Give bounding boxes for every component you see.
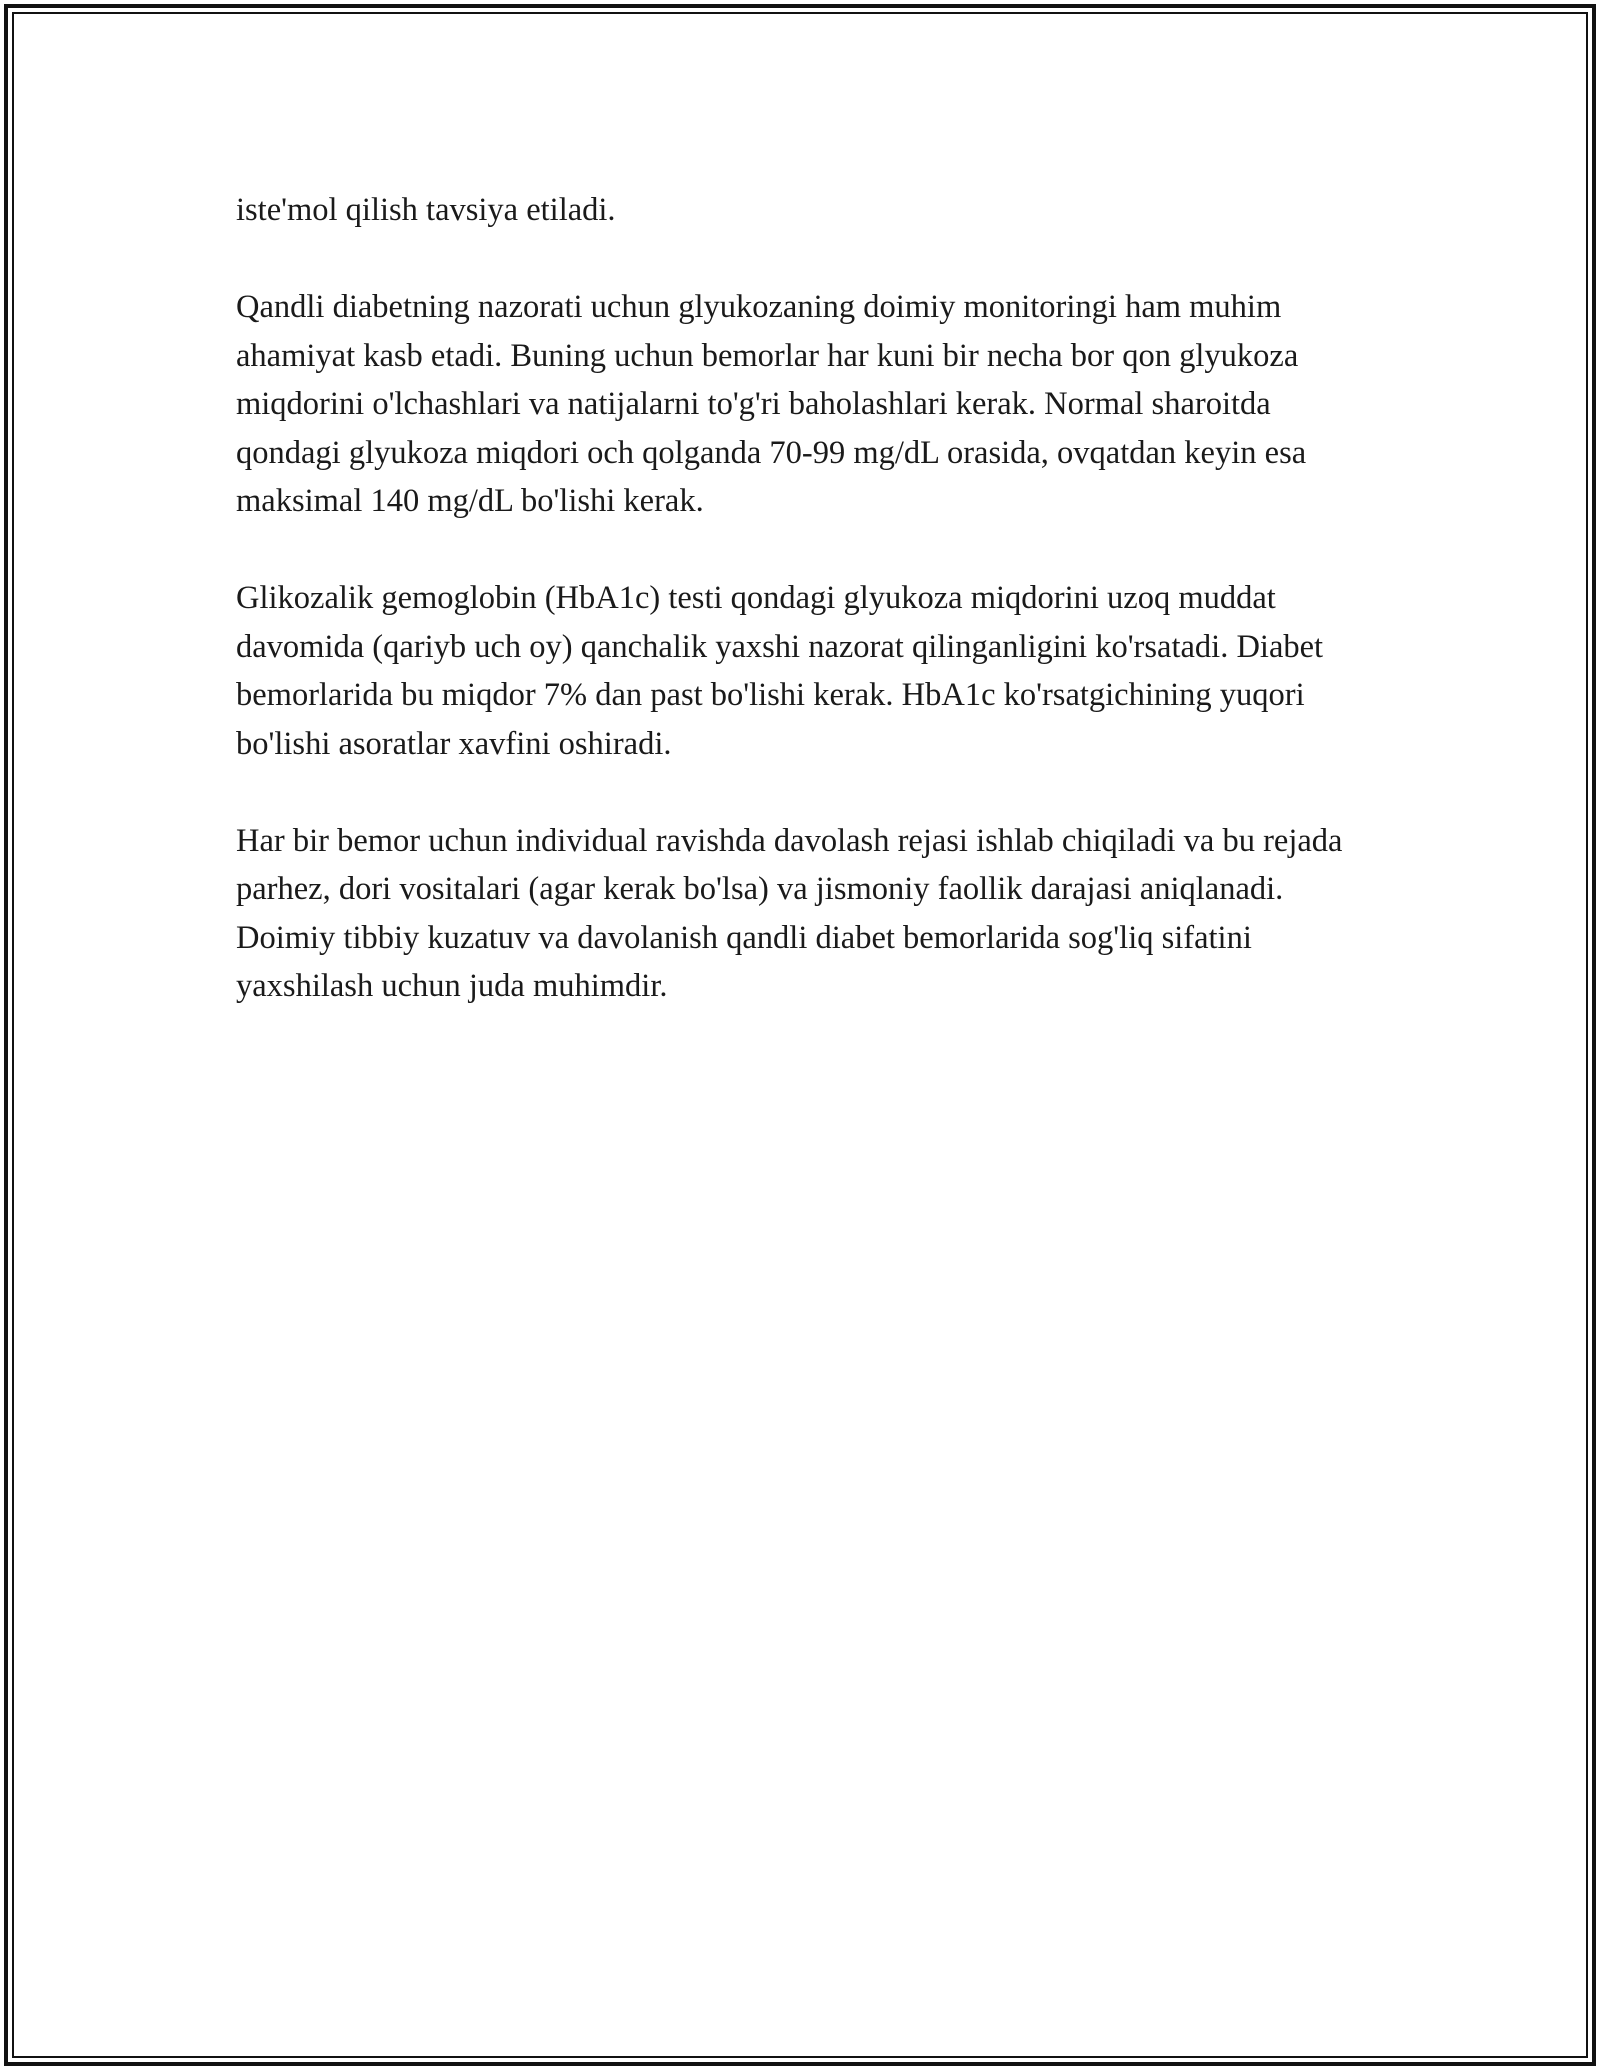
paragraph-continuation: iste'mol qilish tavsiya etiladi. <box>236 192 616 228</box>
paragraph-glucose-monitoring: Qandli diabetning nazorati uchun glyukozaning doimiy monitoringi ham muhim ahamiyat kasb etadi. Buning uchun bemorlar har kuni bir necha bor qon glyukoza miqdorini o'lchashlari va natijalarni to'g'ri baholashlari kerak. Normal sharoitda qondagi glyukoza miqdori och qolganda 70-99 mg/dL orasida, ovqatdan keyin esa maksimal 140 mg/dL bo'lishi kerak. <box>236 289 1307 519</box>
paragraph-treatment-plan: Har bir bemor uchun individual ravishda davolash rejasi ishlab chiqiladi va bu rejada parhez, dori vositalari (agar kerak bo'lsa) va jismoniy faollik darajasi aniqlanadi. Doimiy tibbiy kuzatuv va davolanish qandli diabet bemorlarida sog'liq sifatini yaxshilash uchun juda muhimdir. <box>236 822 1343 1004</box>
document-body <box>236 186 1366 1059</box>
paragraph-hba1c-test: Glikozalik gemoglobin (HbA1c) testi qondagi glyukoza miqdorini uzoq muddat davomida (qariyb uch oy) qanchalik yaxshi nazorat qilinganligini ko'rsatadi. Diabet bemorlarida bu miqdor 7% dan past bo'lishi kerak. HbA1c ko'rsatgichining yuqori bo'lishi asoratlar xavfini oshiradi. <box>236 580 1324 762</box>
